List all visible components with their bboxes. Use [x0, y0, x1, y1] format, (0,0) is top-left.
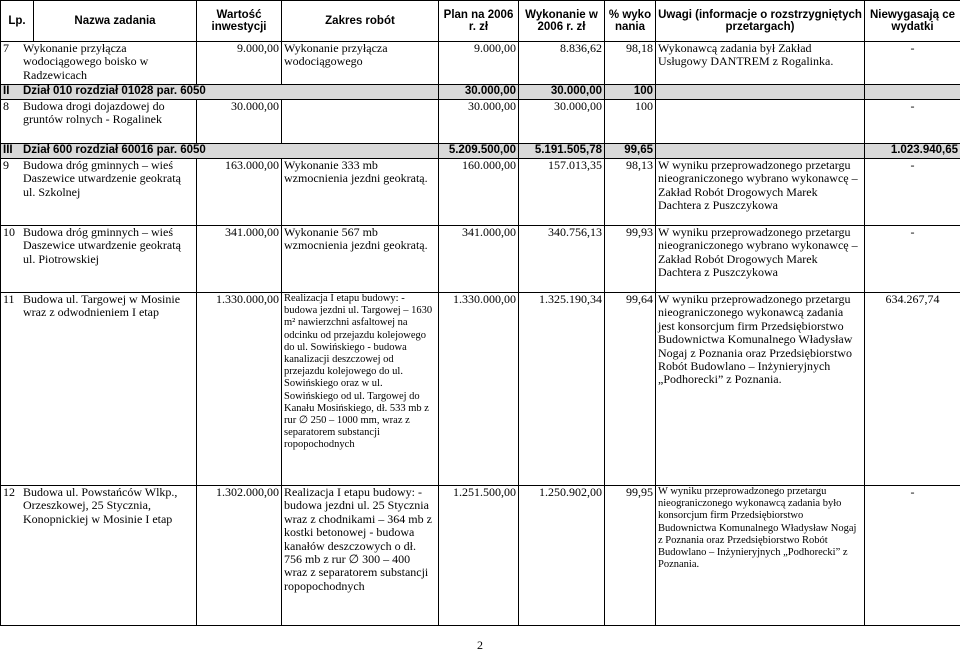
- col-name-header: Nazwa zadania: [34, 1, 197, 42]
- section-unspent: [865, 85, 960, 100]
- row-value: 9.000,00: [197, 42, 282, 85]
- row-executed: 340.756,13: [519, 226, 605, 293]
- section-percent: 100: [605, 85, 656, 100]
- page-number: 2: [477, 638, 483, 652]
- section-notes: [656, 85, 865, 100]
- section-label: II: [3, 85, 10, 97]
- row-percent: 99,64: [605, 293, 656, 486]
- section-title-cell: [1, 144, 439, 159]
- row-plan: 341.000,00: [439, 226, 519, 293]
- row-unspent: -: [865, 42, 960, 85]
- row-plan: 1.251.500,00: [439, 486, 519, 626]
- table-row: [1, 42, 960, 85]
- section-title: Dział 600 rozdział 60016 par. 6050: [23, 144, 206, 156]
- row-name: Budowa dróg gminnych – wieś Daszewice utwardzenie geokratą ul. Piotrowskiej: [23, 225, 181, 266]
- row-unspent: 634.267,74: [865, 293, 960, 486]
- row-plan: 1.330.000,00: [439, 293, 519, 486]
- row-lp: 12: [3, 485, 15, 499]
- section-row: [1, 144, 960, 159]
- row-executed: 1.325.190,34: [519, 293, 605, 486]
- row-percent: 98,18: [605, 42, 656, 85]
- row-unspent: -: [865, 226, 960, 293]
- col-lp-header: Lp.: [1, 1, 34, 42]
- row-value: 341.000,00: [197, 226, 282, 293]
- row-lp-name: [1, 226, 197, 293]
- row-lp-name: [1, 486, 197, 626]
- row-name: Budowa dróg gminnych – wieś Daszewice utwardzenie geokratą ul. Szkolnej: [23, 158, 181, 199]
- row-plan: 160.000,00: [439, 159, 519, 226]
- row-name: Wykonanie przyłącza wodociągowego boisko w Radzewicach: [23, 41, 149, 82]
- row-percent: 100: [605, 100, 656, 144]
- row-notes: W wyniku przeprowadzonego przetargu nieograniczonego wykonawcą zadania jest konsorcjum firm Przedsiębiorstwo Budownictwa Komunalnego Władysław Nogaj z Poznania oraz Przedsiębiorstwo Robót Budowlano – Inżynieryjnych „Podhorecki” z Poznania.: [656, 293, 865, 486]
- section-title-cell: [1, 85, 439, 100]
- row-lp: 11: [3, 292, 15, 306]
- col-value-header: Wartość inwestycji: [197, 1, 282, 42]
- row-value: 163.000,00: [197, 159, 282, 226]
- col-plan-header: Plan na 2006 r. zł: [439, 1, 519, 42]
- row-executed: 157.013,35: [519, 159, 605, 226]
- row-unspent: -: [865, 100, 960, 144]
- row-notes: Wykonawcą zadania był Zakład Usługowy DANTREM z Rogalinka.: [656, 42, 865, 85]
- table-row: [1, 100, 960, 144]
- row-scope: Realizacja I etapu budowy: - budowa jezdni ul. Targowej – 1630 m² nawierzchni asfaltowej na odcinku od przejazdu kolejowego do ul. Sowińskiego - budowa kanalizacji deszczowej od przejazdu kolejowego do ul. Sowińskiego oraz w ul. Sowińskiego od ul. Targowej do Kanału Mosińskiego, dł. 533 mb z rur ∅ 250 – 1000 mm, wraz z separatorem substancji ropopochodnych: [282, 293, 439, 486]
- row-lp-name: [1, 42, 197, 85]
- row-scope: Realizacja I etapu budowy: - budowa jezdni ul. 25 Stycznia wraz z chodnikami – 364 mb z kostki betonowej - budowa kanałów deszczowych o dł. 756 mb z rur ∅ 300 – 400 wraz z separatorem substancji ropopochodnych: [282, 486, 439, 626]
- row-lp: 9: [3, 158, 9, 172]
- row-unspent: -: [865, 159, 960, 226]
- section-plan: 30.000,00: [439, 85, 519, 100]
- table-row: [1, 159, 960, 226]
- col-percent-header: % wyko nania: [605, 1, 656, 42]
- row-name: Budowa ul. Targowej w Mosinie wraz z odwodnieniem I etap: [23, 292, 181, 320]
- row-percent: 98,13: [605, 159, 656, 226]
- row-percent: 99,93: [605, 226, 656, 293]
- col-unspent-header: Niewygasają ce wydatki: [865, 1, 960, 42]
- section-executed: 5.191.505,78: [519, 144, 605, 159]
- section-unspent: 1.023.940,65: [865, 144, 960, 159]
- row-scope: [282, 100, 439, 144]
- row-scope: Wykonanie 333 mb wzmocnienia jezdni geokratą.: [282, 159, 439, 226]
- row-value: 30.000,00: [197, 100, 282, 144]
- row-percent: 99,95: [605, 486, 656, 626]
- col-executed-header: Wykonanie w 2006 r. zł: [519, 1, 605, 42]
- row-scope: Wykonanie 567 mb wzmocnienia jezdni geokratą.: [282, 226, 439, 293]
- table-row: [1, 293, 960, 486]
- row-plan: 9.000,00: [439, 42, 519, 85]
- section-percent: 99,65: [605, 144, 656, 159]
- row-executed: 8.836,62: [519, 42, 605, 85]
- table-row: [1, 226, 960, 293]
- section-label: III: [3, 144, 13, 156]
- row-plan: 30.000,00: [439, 100, 519, 144]
- row-notes: W wyniku przeprowadzonego przetargu nieograniczonego wybrano wykonawcę – Zakład Robót Drogowych Marek Dachtera z Puszczykowa: [656, 226, 865, 293]
- row-lp: 7: [3, 41, 9, 55]
- row-lp-name: [1, 293, 197, 486]
- col-notes-header: Uwagi (informacje o rozstrzygniętych przetargach): [656, 1, 865, 42]
- row-lp-name: [1, 100, 197, 144]
- row-notes: [656, 100, 865, 144]
- table-row: [1, 486, 960, 626]
- row-notes: W wyniku przeprowadzonego przetargu nieograniczonego wykonawcą zadania było konsorcjum firm Przedsiębiorstwo Budownictwa Komunalnego Władysław Nogaj z Poznania oraz Przedsiębiorstwo Robót Budowlano – Inżynieryjnych „Podhorecki” z Poznania.: [656, 486, 865, 626]
- row-name: Budowa ul. Powstańców Wlkp., Orzeszkowej, 25 Stycznia, Konopnickiej w Mosinie I etap: [23, 485, 178, 526]
- section-notes: [656, 144, 865, 159]
- row-unspent: -: [865, 486, 960, 626]
- section-row: [1, 85, 960, 100]
- row-lp-name: [1, 159, 197, 226]
- section-executed: 30.000,00: [519, 85, 605, 100]
- row-executed: 1.250.902,00: [519, 486, 605, 626]
- col-scope-header: Zakres robót: [282, 1, 439, 42]
- row-lp: 8: [3, 99, 9, 113]
- section-title: Dział 010 rozdział 01028 par. 6050: [23, 85, 206, 97]
- row-name: Budowa drogi dojazdowej do gruntów rolnych - Rogalinek: [23, 99, 165, 127]
- row-lp: 10: [3, 225, 15, 239]
- row-executed: 30.000,00: [519, 100, 605, 144]
- header-row: [1, 1, 960, 42]
- row-value: 1.302.000,00: [197, 486, 282, 626]
- row-scope: Wykonanie przyłącza wodociągowego: [282, 42, 439, 85]
- section-plan: 5.209.500,00: [439, 144, 519, 159]
- row-value: 1.330.000,00: [197, 293, 282, 486]
- row-notes: W wyniku przeprowadzonego przetargu nieograniczonego wybrano wykonawcę – Zakład Robót Drogowych Marek Dachtera z Puszczykowa: [656, 159, 865, 226]
